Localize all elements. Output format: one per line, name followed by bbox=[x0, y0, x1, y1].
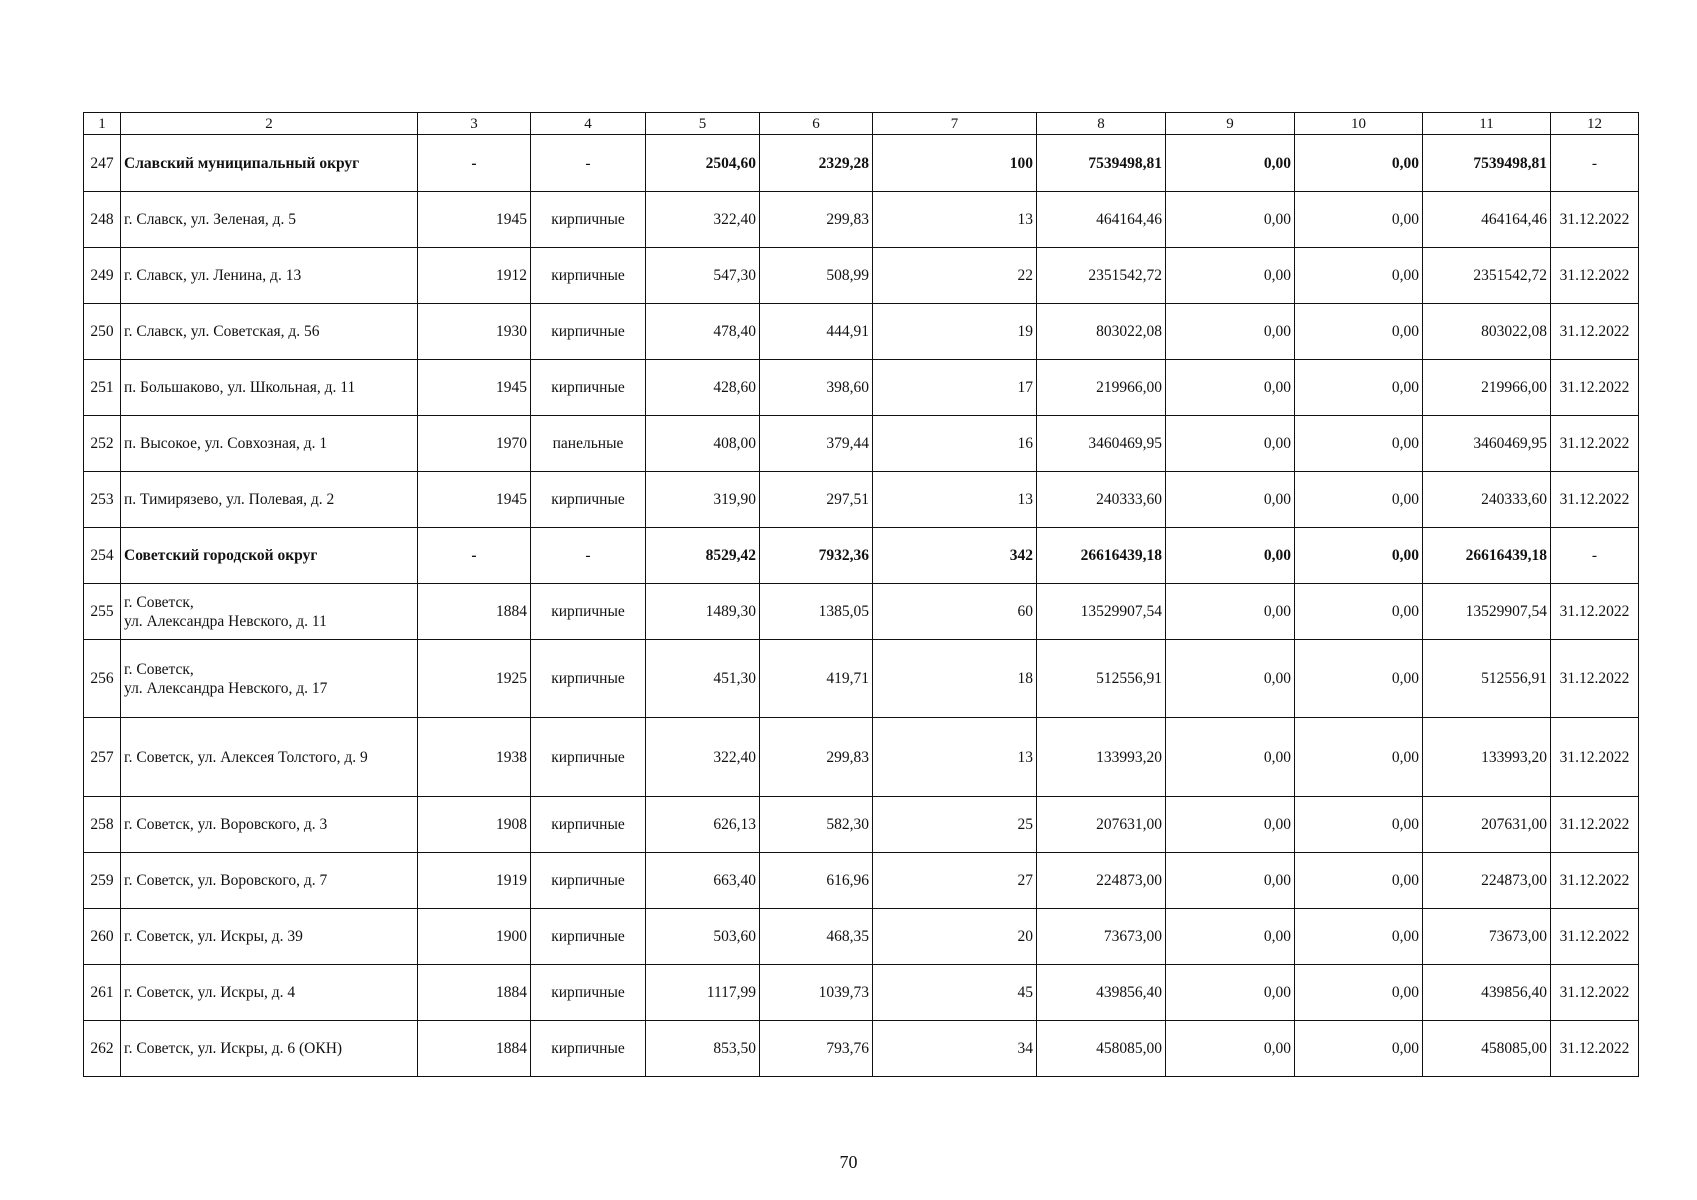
date-cell: 31.12.2022 bbox=[1551, 584, 1639, 640]
wall-material-cell: панельные bbox=[531, 416, 646, 472]
col6-cell: 419,71 bbox=[760, 640, 873, 718]
col8-cell: 3460469,95 bbox=[1037, 416, 1166, 472]
col7-cell: 34 bbox=[873, 1021, 1037, 1077]
wall-material-cell: кирпичные bbox=[531, 909, 646, 965]
address-cell: г. Советск, ул. Воровского, д. 3 bbox=[121, 797, 418, 853]
col10-cell: 0,00 bbox=[1295, 304, 1423, 360]
col8-cell: 2351542,72 bbox=[1037, 248, 1166, 304]
row-number-cell: 259 bbox=[84, 853, 121, 909]
col5-cell: 319,90 bbox=[646, 472, 760, 528]
col11-cell: 3460469,95 bbox=[1423, 416, 1551, 472]
table-row bbox=[84, 853, 1639, 909]
row-number-cell: 260 bbox=[84, 909, 121, 965]
wall-material-cell: кирпичные bbox=[531, 360, 646, 416]
address-cell: г. Советск, ул. Александра Невского, д. 11 bbox=[121, 584, 418, 640]
col6-cell: 444,91 bbox=[760, 304, 873, 360]
col8-cell: 26616439,18 bbox=[1037, 528, 1166, 584]
col9-cell: 0,00 bbox=[1166, 718, 1295, 797]
row-number-cell: 247 bbox=[84, 135, 121, 192]
year-cell: 1912 bbox=[418, 248, 531, 304]
col7-cell: 342 bbox=[873, 528, 1037, 584]
col7-cell: 19 bbox=[873, 304, 1037, 360]
year-cell: 1945 bbox=[418, 192, 531, 248]
date-cell: 31.12.2022 bbox=[1551, 304, 1639, 360]
col8-cell: 13529907,54 bbox=[1037, 584, 1166, 640]
col7-cell: 25 bbox=[873, 797, 1037, 853]
column-header: 4 bbox=[531, 113, 646, 135]
col10-cell: 0,00 bbox=[1295, 640, 1423, 718]
col9-cell: 0,00 bbox=[1166, 965, 1295, 1021]
table-row bbox=[84, 360, 1639, 416]
year-cell: - bbox=[418, 135, 531, 192]
col10-cell: 0,00 bbox=[1295, 360, 1423, 416]
row-number-cell: 248 bbox=[84, 192, 121, 248]
col9-cell: 0,00 bbox=[1166, 192, 1295, 248]
date-cell: 31.12.2022 bbox=[1551, 797, 1639, 853]
wall-material-cell: кирпичные bbox=[531, 584, 646, 640]
col6-cell: 582,30 bbox=[760, 797, 873, 853]
col5-cell: 2504,60 bbox=[646, 135, 760, 192]
col10-cell: 0,00 bbox=[1295, 797, 1423, 853]
address-cell: г. Советск, ул. Искры, д. 6 (ОКН) bbox=[121, 1021, 418, 1077]
column-header: 8 bbox=[1037, 113, 1166, 135]
row-number-cell: 251 bbox=[84, 360, 121, 416]
col9-cell: 0,00 bbox=[1166, 304, 1295, 360]
column-header: 11 bbox=[1423, 113, 1551, 135]
address-cell: г. Советск, ул. Воровского, д. 7 bbox=[121, 853, 418, 909]
col6-cell: 1039,73 bbox=[760, 965, 873, 1021]
column-header: 10 bbox=[1295, 113, 1423, 135]
address-cell: г. Советск, ул. Искры, д. 4 bbox=[121, 965, 418, 1021]
column-header: 9 bbox=[1166, 113, 1295, 135]
col9-cell: 0,00 bbox=[1166, 909, 1295, 965]
year-cell: 1884 bbox=[418, 965, 531, 1021]
col11-cell: 26616439,18 bbox=[1423, 528, 1551, 584]
col6-cell: 398,60 bbox=[760, 360, 873, 416]
date-cell: 31.12.2022 bbox=[1551, 416, 1639, 472]
row-number-cell: 261 bbox=[84, 965, 121, 1021]
col7-cell: 13 bbox=[873, 192, 1037, 248]
col9-cell: 0,00 bbox=[1166, 1021, 1295, 1077]
address-cell: Славский муниципальный округ bbox=[121, 135, 418, 192]
year-cell: 1908 bbox=[418, 797, 531, 853]
col11-cell: 207631,00 bbox=[1423, 797, 1551, 853]
col5-cell: 503,60 bbox=[646, 909, 760, 965]
col10-cell: 0,00 bbox=[1295, 192, 1423, 248]
col11-cell: 512556,91 bbox=[1423, 640, 1551, 718]
col6-cell: 297,51 bbox=[760, 472, 873, 528]
col9-cell: 0,00 bbox=[1166, 853, 1295, 909]
table-row bbox=[84, 797, 1639, 853]
wall-material-cell: кирпичные bbox=[531, 853, 646, 909]
col8-cell: 7539498,81 bbox=[1037, 135, 1166, 192]
date-cell: 31.12.2022 bbox=[1551, 909, 1639, 965]
address-cell: п. Высокое, ул. Совхозная, д. 1 bbox=[121, 416, 418, 472]
column-header: 6 bbox=[760, 113, 873, 135]
table-row bbox=[84, 640, 1639, 718]
col9-cell: 0,00 bbox=[1166, 416, 1295, 472]
address-cell: п. Большаково, ул. Школьная, д. 11 bbox=[121, 360, 418, 416]
table-row bbox=[84, 248, 1639, 304]
col6-cell: 299,83 bbox=[760, 718, 873, 797]
col5-cell: 451,30 bbox=[646, 640, 760, 718]
year-cell: 1900 bbox=[418, 909, 531, 965]
col10-cell: 0,00 bbox=[1295, 584, 1423, 640]
col9-cell: 0,00 bbox=[1166, 248, 1295, 304]
col10-cell: 0,00 bbox=[1295, 909, 1423, 965]
year-cell: 1970 bbox=[418, 416, 531, 472]
row-number-cell: 252 bbox=[84, 416, 121, 472]
col9-cell: 0,00 bbox=[1166, 797, 1295, 853]
row-number-cell: 253 bbox=[84, 472, 121, 528]
wall-material-cell: кирпичные bbox=[531, 248, 646, 304]
wall-material-cell: кирпичные bbox=[531, 1021, 646, 1077]
housing-table bbox=[83, 112, 1639, 1077]
wall-material-cell: кирпичные bbox=[531, 192, 646, 248]
row-number-cell: 249 bbox=[84, 248, 121, 304]
col6-cell: 468,35 bbox=[760, 909, 873, 965]
column-header: 1 bbox=[84, 113, 121, 135]
address-cell: г. Славск, ул. Зеленая, д. 5 bbox=[121, 192, 418, 248]
column-header: 2 bbox=[121, 113, 418, 135]
col7-cell: 27 bbox=[873, 853, 1037, 909]
col11-cell: 224873,00 bbox=[1423, 853, 1551, 909]
col5-cell: 408,00 bbox=[646, 416, 760, 472]
year-cell: 1945 bbox=[418, 360, 531, 416]
col5-cell: 322,40 bbox=[646, 718, 760, 797]
date-cell: 31.12.2022 bbox=[1551, 472, 1639, 528]
year-cell: - bbox=[418, 528, 531, 584]
row-number-cell: 262 bbox=[84, 1021, 121, 1077]
col6-cell: 299,83 bbox=[760, 192, 873, 248]
row-number-cell: 258 bbox=[84, 797, 121, 853]
address-cell: г. Советск, ул. Александра Невского, д. 17 bbox=[121, 640, 418, 718]
year-cell: 1884 bbox=[418, 1021, 531, 1077]
table-body bbox=[84, 113, 1639, 1077]
col9-cell: 0,00 bbox=[1166, 360, 1295, 416]
date-cell: 31.12.2022 bbox=[1551, 360, 1639, 416]
col5-cell: 322,40 bbox=[646, 192, 760, 248]
col8-cell: 512556,91 bbox=[1037, 640, 1166, 718]
wall-material-cell: - bbox=[531, 135, 646, 192]
col7-cell: 17 bbox=[873, 360, 1037, 416]
col11-cell: 7539498,81 bbox=[1423, 135, 1551, 192]
col8-cell: 133993,20 bbox=[1037, 718, 1166, 797]
date-cell: 31.12.2022 bbox=[1551, 853, 1639, 909]
col9-cell: 0,00 bbox=[1166, 472, 1295, 528]
col7-cell: 13 bbox=[873, 718, 1037, 797]
col8-cell: 803022,08 bbox=[1037, 304, 1166, 360]
year-cell: 1884 bbox=[418, 584, 531, 640]
col5-cell: 1117,99 bbox=[646, 965, 760, 1021]
col5-cell: 1489,30 bbox=[646, 584, 760, 640]
address-cell: г. Славск, ул. Ленина, д. 13 bbox=[121, 248, 418, 304]
col10-cell: 0,00 bbox=[1295, 248, 1423, 304]
table-row bbox=[84, 192, 1639, 248]
row-number-cell: 256 bbox=[84, 640, 121, 718]
col10-cell: 0,00 bbox=[1295, 853, 1423, 909]
col10-cell: 0,00 bbox=[1295, 1021, 1423, 1077]
row-number-cell: 250 bbox=[84, 304, 121, 360]
column-header: 5 bbox=[646, 113, 760, 135]
col7-cell: 100 bbox=[873, 135, 1037, 192]
col7-cell: 16 bbox=[873, 416, 1037, 472]
year-cell: 1919 bbox=[418, 853, 531, 909]
col8-cell: 219966,00 bbox=[1037, 360, 1166, 416]
col11-cell: 2351542,72 bbox=[1423, 248, 1551, 304]
col5-cell: 547,30 bbox=[646, 248, 760, 304]
col5-cell: 663,40 bbox=[646, 853, 760, 909]
year-cell: 1925 bbox=[418, 640, 531, 718]
col11-cell: 133993,20 bbox=[1423, 718, 1551, 797]
date-cell: - bbox=[1551, 528, 1639, 584]
wall-material-cell: кирпичные bbox=[531, 965, 646, 1021]
column-number-header-row bbox=[84, 113, 1639, 135]
col11-cell: 803022,08 bbox=[1423, 304, 1551, 360]
table-row bbox=[84, 1021, 1639, 1077]
col7-cell: 20 bbox=[873, 909, 1037, 965]
table-row bbox=[84, 584, 1639, 640]
col7-cell: 22 bbox=[873, 248, 1037, 304]
col6-cell: 379,44 bbox=[760, 416, 873, 472]
date-cell: 31.12.2022 bbox=[1551, 192, 1639, 248]
col9-cell: 0,00 bbox=[1166, 584, 1295, 640]
col7-cell: 60 bbox=[873, 584, 1037, 640]
row-number-cell: 255 bbox=[84, 584, 121, 640]
col9-cell: 0,00 bbox=[1166, 135, 1295, 192]
date-cell: 31.12.2022 bbox=[1551, 1021, 1639, 1077]
col10-cell: 0,00 bbox=[1295, 135, 1423, 192]
date-cell: 31.12.2022 bbox=[1551, 965, 1639, 1021]
col11-cell: 13529907,54 bbox=[1423, 584, 1551, 640]
col5-cell: 478,40 bbox=[646, 304, 760, 360]
col11-cell: 439856,40 bbox=[1423, 965, 1551, 1021]
col10-cell: 0,00 bbox=[1295, 718, 1423, 797]
col8-cell: 458085,00 bbox=[1037, 1021, 1166, 1077]
col11-cell: 73673,00 bbox=[1423, 909, 1551, 965]
address-cell: Советский городской округ bbox=[121, 528, 418, 584]
col5-cell: 428,60 bbox=[646, 360, 760, 416]
date-cell: 31.12.2022 bbox=[1551, 718, 1639, 797]
col6-cell: 1385,05 bbox=[760, 584, 873, 640]
year-cell: 1930 bbox=[418, 304, 531, 360]
col9-cell: 0,00 bbox=[1166, 640, 1295, 718]
col8-cell: 73673,00 bbox=[1037, 909, 1166, 965]
address-cell: г. Советск, ул. Искры, д. 39 bbox=[121, 909, 418, 965]
col8-cell: 207631,00 bbox=[1037, 797, 1166, 853]
col8-cell: 240333,60 bbox=[1037, 472, 1166, 528]
col10-cell: 0,00 bbox=[1295, 472, 1423, 528]
wall-material-cell: - bbox=[531, 528, 646, 584]
table-row bbox=[84, 718, 1639, 797]
page-number: 70 bbox=[839, 1152, 858, 1172]
col6-cell: 616,96 bbox=[760, 853, 873, 909]
col8-cell: 439856,40 bbox=[1037, 965, 1166, 1021]
address-cell: п. Тимирязево, ул. Полевая, д. 2 bbox=[121, 472, 418, 528]
col5-cell: 8529,42 bbox=[646, 528, 760, 584]
table-row bbox=[84, 909, 1639, 965]
col9-cell: 0,00 bbox=[1166, 528, 1295, 584]
col11-cell: 240333,60 bbox=[1423, 472, 1551, 528]
wall-material-cell: кирпичные bbox=[531, 797, 646, 853]
col10-cell: 0,00 bbox=[1295, 965, 1423, 1021]
col7-cell: 13 bbox=[873, 472, 1037, 528]
col7-cell: 18 bbox=[873, 640, 1037, 718]
col11-cell: 458085,00 bbox=[1423, 1021, 1551, 1077]
date-cell: - bbox=[1551, 135, 1639, 192]
col5-cell: 626,13 bbox=[646, 797, 760, 853]
col7-cell: 45 bbox=[873, 965, 1037, 1021]
wall-material-cell: кирпичные bbox=[531, 718, 646, 797]
col6-cell: 7932,36 bbox=[760, 528, 873, 584]
col10-cell: 0,00 bbox=[1295, 528, 1423, 584]
row-number-cell: 257 bbox=[84, 718, 121, 797]
wall-material-cell: кирпичные bbox=[531, 640, 646, 718]
date-cell: 31.12.2022 bbox=[1551, 248, 1639, 304]
row-number-cell: 254 bbox=[84, 528, 121, 584]
wall-material-cell: кирпичные bbox=[531, 472, 646, 528]
date-cell: 31.12.2022 bbox=[1551, 640, 1639, 718]
table-row bbox=[84, 416, 1639, 472]
col8-cell: 464164,46 bbox=[1037, 192, 1166, 248]
col6-cell: 793,76 bbox=[760, 1021, 873, 1077]
col10-cell: 0,00 bbox=[1295, 416, 1423, 472]
col8-cell: 224873,00 bbox=[1037, 853, 1166, 909]
district-total-row bbox=[84, 528, 1639, 584]
wall-material-cell: кирпичные bbox=[531, 304, 646, 360]
address-cell: г. Советск, ул. Алексея Толстого, д. 9 bbox=[121, 718, 418, 797]
column-header: 7 bbox=[873, 113, 1037, 135]
column-header: 3 bbox=[418, 113, 531, 135]
col11-cell: 464164,46 bbox=[1423, 192, 1551, 248]
year-cell: 1938 bbox=[418, 718, 531, 797]
table-row bbox=[84, 965, 1639, 1021]
col5-cell: 853,50 bbox=[646, 1021, 760, 1077]
table-row bbox=[84, 472, 1639, 528]
col11-cell: 219966,00 bbox=[1423, 360, 1551, 416]
district-total-row bbox=[84, 135, 1639, 192]
address-cell: г. Славск, ул. Советская, д. 56 bbox=[121, 304, 418, 360]
column-header: 12 bbox=[1551, 113, 1639, 135]
table-row bbox=[84, 304, 1639, 360]
col6-cell: 2329,28 bbox=[760, 135, 873, 192]
col6-cell: 508,99 bbox=[760, 248, 873, 304]
year-cell: 1945 bbox=[418, 472, 531, 528]
